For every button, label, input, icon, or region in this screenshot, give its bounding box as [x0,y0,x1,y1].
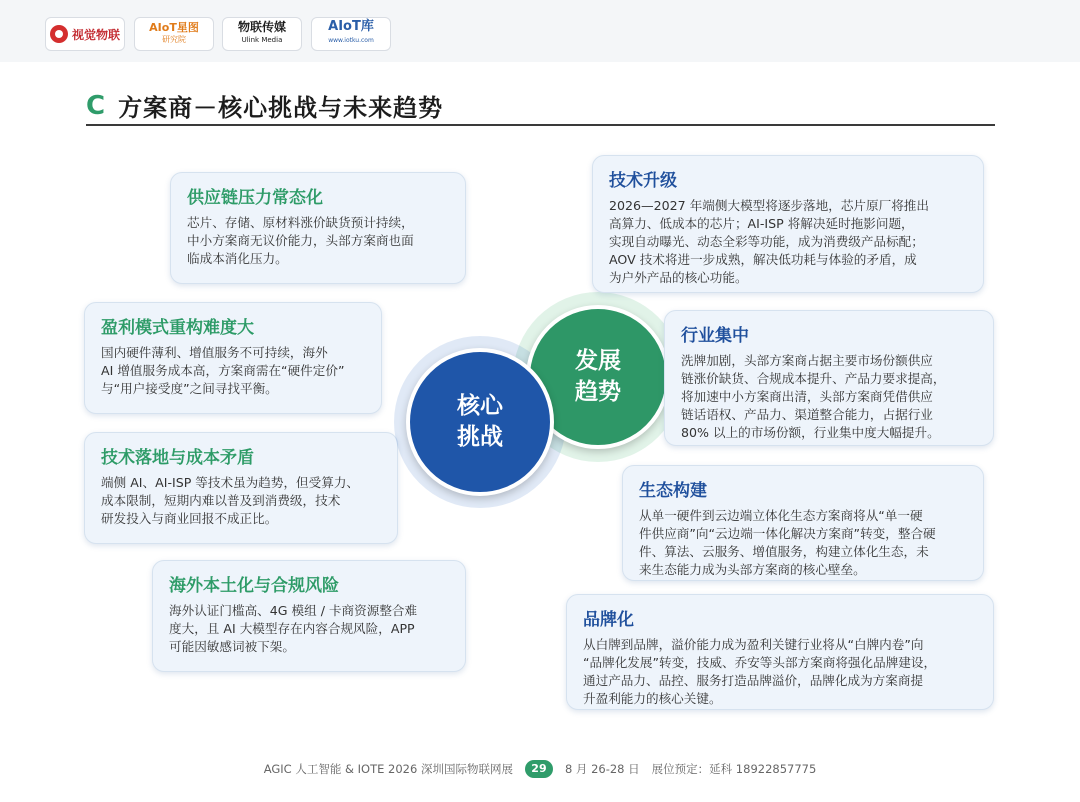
body-line: 2026—2027 年端侧大模型将逐步落地，芯片原厂将推出 [609,198,929,213]
body-line: 链话语权、产品力、渠道整合能力，占据行业 [681,407,933,422]
trend-title: 生态构建 [639,481,707,501]
body-line: 与“用户接受度”之间寻找平衡。 [101,381,278,396]
body-line: 度大，且 AI 大模型存在内容合规风险，APP [169,621,415,636]
logo-2-sub: 研究院 [162,35,186,44]
trend-body [583,636,979,708]
logo-ulink-media [222,17,302,51]
logo-3-text: 物联传媒 [237,20,286,34]
section-letter: C [86,90,107,121]
trend-card-industry-concentration [664,310,994,446]
body-line: 芯片、存储、原材料涨价缺货预计持续， [187,215,414,230]
trend-body [639,507,969,579]
challenge-card-overseas-compliance [152,560,466,672]
trend-circle-line1: 发展 [575,348,621,374]
body-line: “品牌化发展”转变，技威、乔安等头部方案商将强化品牌建设， [583,655,937,670]
body-line: 为户外产品的核心功能。 [609,270,748,285]
trend-body [609,197,969,287]
body-line: 从白牌到品牌，溢价能力成为盈利关键行业将从“白牌内卷”向 [583,637,924,652]
challenge-body [169,602,451,656]
body-line: 端侧 AI、AI-ISP 等技术虽为趋势，但受算力、 [101,475,360,490]
body-line: 临成本消化压力。 [187,251,288,266]
challenge-title: 海外本土化与合规风险 [169,576,339,596]
logo-aiot-xingtu [134,17,214,51]
challenge-circle-line1: 核心 [457,393,503,419]
body-line: 升盈利能力的核心关键。 [583,691,722,706]
trend-circle-line2: 趋势 [575,379,621,405]
page-title-text: 方案商－核心挑战与未来趋势 [118,94,444,122]
body-line: 国内硬件薄利、增值服务不可持续，海外 [101,345,328,360]
body-line: 可能因敏感词被下架。 [169,639,295,654]
title-divider [86,124,995,126]
logo-1-text: 视觉物联 [71,27,120,42]
body-line: 件、算法、云服务、增值服务，构建立体化生态，未 [639,544,929,559]
eye-logo-icon [50,25,68,43]
challenge-body [101,474,383,528]
trend-card-branding [566,594,994,710]
body-line: 洗牌加剧，头部方案商占据主要市场份额供应 [681,353,933,368]
trend-title: 品牌化 [583,610,634,630]
challenge-card-profit-model [84,302,382,414]
trend-title: 行业集中 [681,326,749,346]
body-line: 高算力、低成本的芯片；AI-ISP 将解决延时拖影问题， [609,216,914,231]
challenge-card-tech-cost [84,432,398,544]
body-line: 来生态能力成为头部方案商的核心壁垒。 [639,562,866,577]
trend-body [681,352,979,442]
footer-booking: 展位预定：延科 18922857775 [651,762,817,776]
page-number-badge: 29 [525,760,553,778]
body-line: 将加速中小方案商出清，头部方案商凭借供应 [681,389,933,404]
logo-3-sub: Ulink Media [241,36,283,44]
challenge-title: 供应链压力常态化 [187,188,323,208]
page-title [86,88,443,123]
body-line: 链涨价缺货、合规成本提升、产品力要求提高， [681,371,946,386]
trend-card-ecosystem [622,465,984,581]
logo-2-text: AIoT星图 [149,21,199,34]
page-footer [0,760,1080,778]
body-line: 海外认证门槛高、4G 模组 / 卡商资源整合难 [169,603,418,618]
body-line: 实现自动曝光、动态全彩等功能，成为消费级产品标配； [609,234,924,249]
challenge-title: 技术落地与成本矛盾 [101,448,254,468]
body-line: 成本限制，短期内难以普及到消费级，技术 [101,493,341,508]
footer-dates: 8 月 26-28 日 [564,762,640,776]
challenge-card-supply-chain [170,172,466,284]
logo-4-sub: www.iotku.com [328,37,374,44]
challenge-body [101,344,367,398]
logo-4-text: AIoT库 [328,19,374,34]
logo-bar [0,0,1080,62]
challenge-circle-line2: 挑战 [457,424,503,450]
body-line: 从单一硬件到云边端立体化生态方案商将从“单一硬 [639,508,923,523]
body-line: 通过产品力、品控、服务打造品牌溢价，品牌化成为方案商提 [583,673,924,688]
logo-aiotku [311,17,391,51]
challenge-body [187,214,451,268]
trend-card-tech-upgrade [592,155,984,293]
challenge-circle [406,348,554,496]
footer-event: AGIC 人工智能 & IOTE 2026 深圳国际物联网展 [263,762,513,776]
body-line: 研发投入与商业回报不成正比。 [101,511,278,526]
logo-shijue [45,17,125,51]
body-line: AOV 技术将进一步成熟，解决低功耗与体验的矛盾，成 [609,252,917,267]
trend-title: 技术升级 [609,171,677,191]
body-line: 80% 以上的市场份额，行业集中度大幅提升。 [681,425,940,440]
challenge-title: 盈利模式重构难度大 [101,318,254,338]
body-line: 件供应商”向“云边端一体化解决方案商”转变，整合硬 [639,526,936,541]
body-line: AI 增值服务成本高，方案商需在“硬件定价” [101,363,345,378]
body-line: 中小方案商无议价能力，头部方案商也面 [187,233,414,248]
